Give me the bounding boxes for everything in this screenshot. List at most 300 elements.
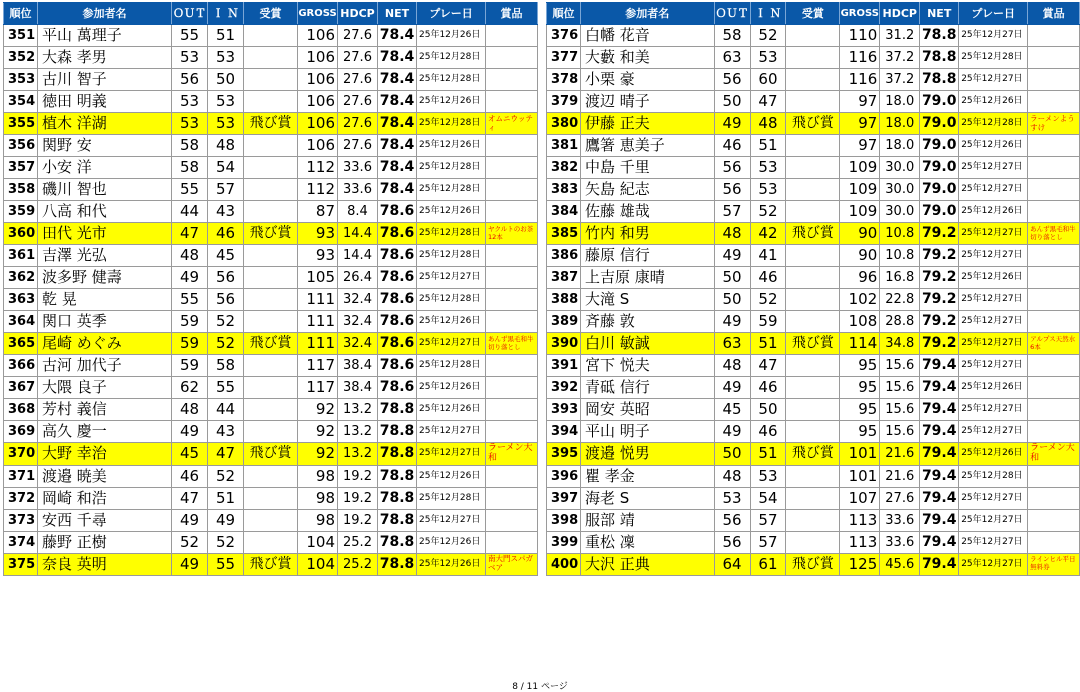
out-cell: 55 <box>172 25 208 47</box>
name-cell: 平山 萬理子 <box>38 25 172 47</box>
play-date-cell: 25年12月28日 <box>959 113 1028 135</box>
award-cell <box>244 157 298 179</box>
table-row <box>4 421 538 443</box>
gross-cell: 101 <box>840 465 880 487</box>
net-cell: 78.8 <box>378 487 417 509</box>
rank-cell: 382 <box>547 157 581 179</box>
rank-cell: 368 <box>4 399 38 421</box>
name-cell: 矢島 紀志 <box>580 179 714 201</box>
hdcp-cell: 27.6 <box>338 69 378 91</box>
play-date-cell: 25年12月26日 <box>417 399 486 421</box>
hdcp-cell: 18.0 <box>880 113 920 135</box>
rank-cell: 397 <box>547 487 581 509</box>
out-cell: 49 <box>172 509 208 531</box>
gross-cell: 116 <box>840 69 880 91</box>
rank-cell: 355 <box>4 113 38 135</box>
hdcp-cell: 21.6 <box>880 443 920 466</box>
gross-cell: 92 <box>298 421 338 443</box>
in-cell: 52 <box>208 333 244 355</box>
in-cell: 46 <box>750 267 786 289</box>
in-cell: 57 <box>750 531 786 553</box>
in-cell: 51 <box>750 135 786 157</box>
gross-cell: 87 <box>298 201 338 223</box>
award-cell <box>244 25 298 47</box>
award-cell <box>244 179 298 201</box>
out-cell: 49 <box>714 377 750 399</box>
prize-cell <box>1028 179 1080 201</box>
name-cell: 乾 晃 <box>38 289 172 311</box>
prize-cell <box>486 157 538 179</box>
name-cell: 渡邉 暁美 <box>38 465 172 487</box>
gross-cell: 107 <box>840 487 880 509</box>
in-cell: 53 <box>208 47 244 69</box>
in-cell: 52 <box>208 311 244 333</box>
rank-cell: 379 <box>547 91 581 113</box>
out-cell: 48 <box>714 223 750 245</box>
play-date-cell: 25年12月27日 <box>417 421 486 443</box>
award-cell <box>786 69 840 91</box>
hdcp-cell: 8.4 <box>338 201 378 223</box>
prize-text: ラーメン大和 <box>1030 443 1075 463</box>
name-cell: 宮下 悦夫 <box>580 355 714 377</box>
out-cell: 59 <box>172 311 208 333</box>
award-cell <box>786 355 840 377</box>
gross-cell: 106 <box>298 47 338 69</box>
hdcp-cell: 27.6 <box>338 25 378 47</box>
prize-cell <box>486 465 538 487</box>
in-cell: 53 <box>750 465 786 487</box>
award-cell <box>244 91 298 113</box>
award-cell <box>786 245 840 267</box>
gross-cell: 93 <box>298 223 338 245</box>
play-date-cell: 25年12月28日 <box>417 245 486 267</box>
prize-cell <box>486 553 538 575</box>
award-cell <box>786 157 840 179</box>
prize-cell <box>1028 487 1080 509</box>
in-cell: 46 <box>750 421 786 443</box>
award-cell <box>244 531 298 553</box>
prize-cell <box>486 333 538 355</box>
header-out: ＯＵＴ <box>714 3 750 25</box>
name-cell: 白川 敏誠 <box>580 333 714 355</box>
hdcp-cell: 30.0 <box>880 201 920 223</box>
table-row <box>547 157 1080 179</box>
out-cell: 48 <box>172 399 208 421</box>
play-date-cell: 25年12月27日 <box>959 311 1028 333</box>
hdcp-cell: 15.6 <box>880 355 920 377</box>
header-hdcp: HDCP <box>338 3 378 25</box>
hdcp-cell: 10.8 <box>880 245 920 267</box>
name-cell: 重松 凜 <box>580 531 714 553</box>
out-cell: 48 <box>714 355 750 377</box>
prize-cell <box>486 377 538 399</box>
award-cell <box>786 509 840 531</box>
prize-cell <box>1028 553 1080 575</box>
gross-cell: 112 <box>298 157 338 179</box>
in-cell: 50 <box>208 69 244 91</box>
hdcp-cell: 27.6 <box>338 91 378 113</box>
header-in: Ｉ Ｎ <box>208 3 244 25</box>
play-date-cell: 25年12月28日 <box>417 289 486 311</box>
in-cell: 47 <box>750 91 786 113</box>
play-date-cell: 25年12月26日 <box>959 91 1028 113</box>
in-cell: 51 <box>208 25 244 47</box>
name-cell: 波多野 健壽 <box>38 267 172 289</box>
out-cell: 56 <box>714 509 750 531</box>
net-cell: 79.4 <box>920 487 959 509</box>
hdcp-cell: 33.6 <box>338 179 378 201</box>
hdcp-cell: 33.6 <box>880 509 920 531</box>
prize-cell <box>1028 355 1080 377</box>
name-cell: 大藪 和美 <box>580 47 714 69</box>
gross-cell: 93 <box>298 245 338 267</box>
net-cell: 78.4 <box>378 69 417 91</box>
hdcp-cell: 25.2 <box>338 553 378 575</box>
gross-cell: 106 <box>298 25 338 47</box>
out-cell: 50 <box>714 91 750 113</box>
prize-cell <box>486 113 538 135</box>
name-cell: 白幡 花音 <box>580 25 714 47</box>
header-row <box>547 3 1080 25</box>
rank-cell: 380 <box>547 113 581 135</box>
play-date-cell: 25年12月26日 <box>959 135 1028 157</box>
play-date-cell: 25年12月26日 <box>417 311 486 333</box>
out-cell: 58 <box>714 25 750 47</box>
name-cell: 青砥 信行 <box>580 377 714 399</box>
table-row <box>547 113 1080 135</box>
out-cell: 49 <box>172 421 208 443</box>
name-cell: 芳村 義信 <box>38 399 172 421</box>
award-cell <box>786 421 840 443</box>
table-row <box>547 25 1080 47</box>
in-cell: 55 <box>208 377 244 399</box>
play-date-cell: 25年12月27日 <box>417 443 486 466</box>
header-out: ＯＵＴ <box>172 3 208 25</box>
table-row <box>4 487 538 509</box>
table-row <box>547 487 1080 509</box>
prize-text: ラインヒル平日無料券 <box>1030 555 1076 571</box>
gross-cell: 106 <box>298 135 338 157</box>
prize-cell <box>1028 113 1080 135</box>
hdcp-cell: 32.4 <box>338 311 378 333</box>
name-cell: 藤原 信行 <box>580 245 714 267</box>
header-award: 受賞 <box>244 3 298 25</box>
out-cell: 45 <box>714 399 750 421</box>
out-cell: 56 <box>714 531 750 553</box>
out-cell: 55 <box>172 289 208 311</box>
table-row <box>547 333 1080 355</box>
rank-cell: 374 <box>4 531 38 553</box>
in-cell: 56 <box>208 289 244 311</box>
table-row <box>547 465 1080 487</box>
in-cell: 52 <box>750 201 786 223</box>
table-row <box>547 289 1080 311</box>
rank-cell: 371 <box>4 465 38 487</box>
award-cell <box>786 135 840 157</box>
prize-cell <box>486 223 538 245</box>
hdcp-cell: 33.6 <box>880 531 920 553</box>
gross-cell: 113 <box>840 509 880 531</box>
name-cell: 渡辺 晴子 <box>580 91 714 113</box>
table-row <box>4 223 538 245</box>
prize-cell <box>1028 245 1080 267</box>
net-cell: 79.2 <box>920 223 959 245</box>
rank-cell: 364 <box>4 311 38 333</box>
in-cell: 52 <box>750 25 786 47</box>
rank-cell: 352 <box>4 47 38 69</box>
name-cell: 瞿 孝金 <box>580 465 714 487</box>
award-cell: 飛び賞 <box>786 223 840 245</box>
out-cell: 45 <box>172 443 208 466</box>
net-cell: 78.4 <box>378 113 417 135</box>
gross-cell: 110 <box>840 25 880 47</box>
header-play-date: プレー日 <box>959 3 1028 25</box>
rank-cell: 399 <box>547 531 581 553</box>
gross-cell: 95 <box>840 399 880 421</box>
in-cell: 42 <box>750 223 786 245</box>
rank-cell: 395 <box>547 443 581 466</box>
table-row <box>547 179 1080 201</box>
prize-cell <box>1028 91 1080 113</box>
in-cell: 43 <box>208 201 244 223</box>
prize-cell <box>486 91 538 113</box>
rank-cell: 377 <box>547 47 581 69</box>
award-cell: 飛び賞 <box>786 113 840 135</box>
play-date-cell: 25年12月28日 <box>417 157 486 179</box>
out-cell: 53 <box>172 91 208 113</box>
hdcp-cell: 30.0 <box>880 157 920 179</box>
net-cell: 78.8 <box>920 47 959 69</box>
net-cell: 79.2 <box>920 245 959 267</box>
in-cell: 61 <box>750 553 786 575</box>
rank-cell: 373 <box>4 509 38 531</box>
prize-cell <box>1028 47 1080 69</box>
page-number: 8 / 11 ページ <box>512 682 568 692</box>
rank-cell: 386 <box>547 245 581 267</box>
award-cell <box>786 377 840 399</box>
prize-cell <box>486 267 538 289</box>
out-cell: 49 <box>714 311 750 333</box>
table-row <box>4 135 538 157</box>
prize-cell <box>1028 135 1080 157</box>
play-date-cell: 25年12月26日 <box>417 377 486 399</box>
gross-cell: 104 <box>298 553 338 575</box>
table-row <box>4 201 538 223</box>
play-date-cell: 25年12月27日 <box>417 267 486 289</box>
table-row <box>4 531 538 553</box>
play-date-cell: 25年12月27日 <box>959 399 1028 421</box>
award-cell <box>244 289 298 311</box>
award-cell <box>786 465 840 487</box>
prize-cell <box>486 399 538 421</box>
in-cell: 41 <box>750 245 786 267</box>
gross-cell: 125 <box>840 553 880 575</box>
table-row <box>547 311 1080 333</box>
prize-cell <box>486 245 538 267</box>
net-cell: 78.8 <box>378 465 417 487</box>
prize-cell <box>486 421 538 443</box>
net-cell: 78.8 <box>378 399 417 421</box>
prize-cell <box>486 531 538 553</box>
header-rank: 順位 <box>4 3 38 25</box>
play-date-cell: 25年12月27日 <box>417 509 486 531</box>
rank-cell: 360 <box>4 223 38 245</box>
net-cell: 78.6 <box>378 289 417 311</box>
table-row <box>4 267 538 289</box>
net-cell: 78.4 <box>378 157 417 179</box>
in-cell: 48 <box>208 135 244 157</box>
play-date-cell: 25年12月28日 <box>417 355 486 377</box>
out-cell: 64 <box>714 553 750 575</box>
table-row <box>547 69 1080 91</box>
gross-cell: 111 <box>298 289 338 311</box>
play-date-cell: 25年12月27日 <box>959 25 1028 47</box>
table-row <box>4 333 538 355</box>
results-body-left <box>4 25 538 576</box>
results-body-right <box>547 25 1080 576</box>
gross-cell: 113 <box>840 531 880 553</box>
net-cell: 79.2 <box>920 267 959 289</box>
in-cell: 44 <box>208 399 244 421</box>
table-row <box>4 113 538 135</box>
hdcp-cell: 28.8 <box>880 311 920 333</box>
out-cell: 56 <box>714 157 750 179</box>
header-prize: 賞品 <box>486 3 538 25</box>
rank-cell: 354 <box>4 91 38 113</box>
prize-cell <box>486 487 538 509</box>
net-cell: 78.6 <box>378 223 417 245</box>
award-cell <box>244 311 298 333</box>
net-cell: 79.2 <box>920 289 959 311</box>
prize-cell <box>1028 377 1080 399</box>
header-hdcp: HDCP <box>880 3 920 25</box>
hdcp-cell: 14.4 <box>338 223 378 245</box>
gross-cell: 109 <box>840 201 880 223</box>
net-cell: 78.8 <box>378 443 417 466</box>
award-cell <box>244 487 298 509</box>
net-cell: 79.0 <box>920 179 959 201</box>
table-row <box>4 91 538 113</box>
in-cell: 52 <box>208 465 244 487</box>
prize-cell <box>1028 157 1080 179</box>
net-cell: 79.0 <box>920 157 959 179</box>
award-cell <box>244 399 298 421</box>
play-date-cell: 25年12月28日 <box>417 113 486 135</box>
rank-cell: 376 <box>547 25 581 47</box>
in-cell: 56 <box>208 267 244 289</box>
table-row <box>547 135 1080 157</box>
gross-cell: 95 <box>840 377 880 399</box>
hdcp-cell: 15.6 <box>880 421 920 443</box>
prize-text: ラーメン大和 <box>488 443 533 463</box>
play-date-cell: 25年12月27日 <box>959 531 1028 553</box>
rank-cell: 398 <box>547 509 581 531</box>
prize-cell <box>1028 399 1080 421</box>
gross-cell: 96 <box>840 267 880 289</box>
award-cell <box>786 91 840 113</box>
play-date-cell: 25年12月27日 <box>959 553 1028 575</box>
table-row <box>4 69 538 91</box>
name-cell: 岡安 英昭 <box>580 399 714 421</box>
award-cell <box>244 377 298 399</box>
gross-cell: 114 <box>840 333 880 355</box>
play-date-cell: 25年12月27日 <box>959 69 1028 91</box>
rank-cell: 390 <box>547 333 581 355</box>
play-date-cell: 25年12月27日 <box>959 245 1028 267</box>
out-cell: 53 <box>714 487 750 509</box>
award-cell <box>244 47 298 69</box>
name-cell: 小安 洋 <box>38 157 172 179</box>
prize-cell <box>1028 443 1080 466</box>
gross-cell: 98 <box>298 465 338 487</box>
hdcp-cell: 15.6 <box>880 399 920 421</box>
out-cell: 59 <box>172 333 208 355</box>
in-cell: 53 <box>208 113 244 135</box>
name-cell: 藤野 正樹 <box>38 531 172 553</box>
gross-cell: 106 <box>298 69 338 91</box>
prize-text: ヤクルトのお茶12本 <box>488 224 534 241</box>
play-date-cell: 25年12月28日 <box>417 69 486 91</box>
prize-cell <box>1028 531 1080 553</box>
hdcp-cell: 19.2 <box>338 487 378 509</box>
gross-cell: 97 <box>840 113 880 135</box>
table-row <box>4 245 538 267</box>
prize-cell <box>1028 465 1080 487</box>
award-cell <box>786 531 840 553</box>
hdcp-cell: 37.2 <box>880 69 920 91</box>
rank-cell: 361 <box>4 245 38 267</box>
header-gross: GROSS <box>840 3 880 25</box>
hdcp-cell: 34.8 <box>880 333 920 355</box>
out-cell: 57 <box>714 201 750 223</box>
net-cell: 78.6 <box>378 245 417 267</box>
play-date-cell: 25年12月26日 <box>417 531 486 553</box>
header-gross: GROSS <box>298 3 338 25</box>
in-cell: 57 <box>750 509 786 531</box>
play-date-cell: 25年12月26日 <box>417 465 486 487</box>
rank-cell: 363 <box>4 289 38 311</box>
name-cell: 磯川 智也 <box>38 179 172 201</box>
net-cell: 78.6 <box>378 267 417 289</box>
hdcp-cell: 45.6 <box>880 553 920 575</box>
play-date-cell: 25年12月28日 <box>959 47 1028 69</box>
play-date-cell: 25年12月28日 <box>959 465 1028 487</box>
prize-text: ラーメンようすけ <box>1030 113 1075 132</box>
out-cell: 47 <box>172 487 208 509</box>
name-cell: 伊藤 正夫 <box>580 113 714 135</box>
award-cell <box>786 311 840 333</box>
prize-cell <box>1028 289 1080 311</box>
net-cell: 78.8 <box>378 531 417 553</box>
award-cell: 飛び賞 <box>244 553 298 575</box>
play-date-cell: 25年12月27日 <box>959 487 1028 509</box>
in-cell: 48 <box>750 113 786 135</box>
net-cell: 78.8 <box>920 25 959 47</box>
out-cell: 49 <box>714 113 750 135</box>
out-cell: 52 <box>172 531 208 553</box>
name-cell: 鷹箸 恵美子 <box>580 135 714 157</box>
name-cell: 大隈 良子 <box>38 377 172 399</box>
in-cell: 55 <box>208 553 244 575</box>
prize-cell <box>486 135 538 157</box>
prize-cell <box>486 311 538 333</box>
name-cell: 関野 安 <box>38 135 172 157</box>
gross-cell: 90 <box>840 245 880 267</box>
table-row <box>547 399 1080 421</box>
in-cell: 47 <box>208 443 244 466</box>
award-cell: 飛び賞 <box>786 333 840 355</box>
results-table-right <box>546 2 1080 576</box>
